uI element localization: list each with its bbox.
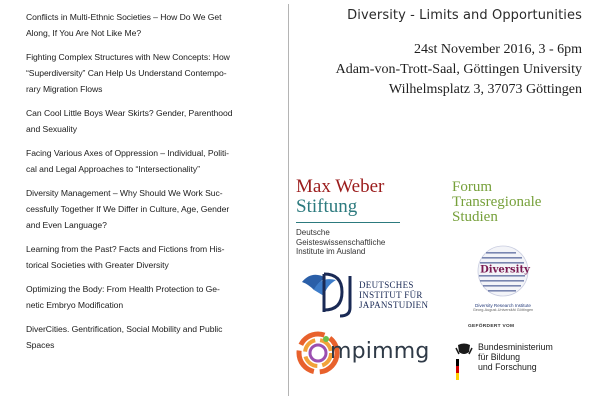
bmbf-logo <box>454 342 594 382</box>
forum-transregionale-studien-logo: Forum Transregionale Studien <box>452 179 542 225</box>
event-address: Wilhelmsplatz 3, 37073 Göttingen <box>388 82 582 97</box>
topic-item: Learning from the Past? Facts and Fictions from His- torical Societies with Greater Diversity <box>26 244 225 270</box>
mpimmg-logo <box>296 330 430 378</box>
dri-caption-university: Georg-August-Universität Göttingen <box>472 308 534 312</box>
diversity-word: Diversity <box>480 264 530 276</box>
topic-item: Optimizing the Body: From Health Protection to Ge- netic Embryo Modification <box>26 284 220 310</box>
column-divider <box>288 4 289 396</box>
event-date: 24st November 2016, 3 - 6pm <box>414 42 582 57</box>
event-info <box>292 8 582 100</box>
event-venue: Adam-von-Trott-Saal, Göttingen University <box>335 62 582 77</box>
dij-emblem-icon <box>296 268 358 318</box>
dij-name: DEUTSCHES INSTITUT FÜR JAPANSTUDIEN <box>359 280 429 310</box>
topic-item: Can Cool Little Boys Wear Skirts? Gender, Parenthood and Sexuality <box>26 108 233 134</box>
eagle-flag-icon <box>454 342 474 382</box>
gefoerdert-label: GEFÖRDERT VOM <box>468 324 515 329</box>
logo-rule <box>296 222 400 223</box>
bmbf-name: Bundesministerium für Bildung und Forschung <box>478 342 553 372</box>
max-weber-name: Max Weber <box>296 176 385 197</box>
topic-item: DiverCities. Gentrification, Social Mobility and Public Spaces <box>26 324 223 350</box>
topic-list <box>26 9 274 361</box>
max-weber-stiftung-logo: Max Weber Stiftung Deutsche Geisteswissenschaftliche Institute im Ausland <box>296 178 426 257</box>
event-title: Diversity - Limits and Opportunities <box>347 8 582 23</box>
dri-caption: Diversity Research Institute <box>475 303 531 308</box>
stiftung-name: Stiftung <box>296 196 358 217</box>
topic-item: Conflicts in Multi-Ethnic Societies – How Do We Get Along, If You Are Not Like Me? <box>26 12 222 38</box>
diversity-research-institute-logo <box>458 244 548 314</box>
topic-item: Fighting Complex Structures with New Concepts: How “Superdiversity” Can Help Us Understand Contempo- rary Migration Flows <box>26 52 230 94</box>
topic-item: Diversity Management – Why Should We Work Suc- cessfully Together If We Differ in Culture, Age, Gender and Even Language? <box>26 188 230 230</box>
topic-item: Facing Various Axes of Oppression – Individual, Politi- cal and Legal Approaches to “Intersectionality” <box>26 148 229 174</box>
dij-logo <box>296 268 436 318</box>
diversity-globe-icon <box>474 244 532 298</box>
mpimmg-name: mpimmg <box>330 339 430 364</box>
